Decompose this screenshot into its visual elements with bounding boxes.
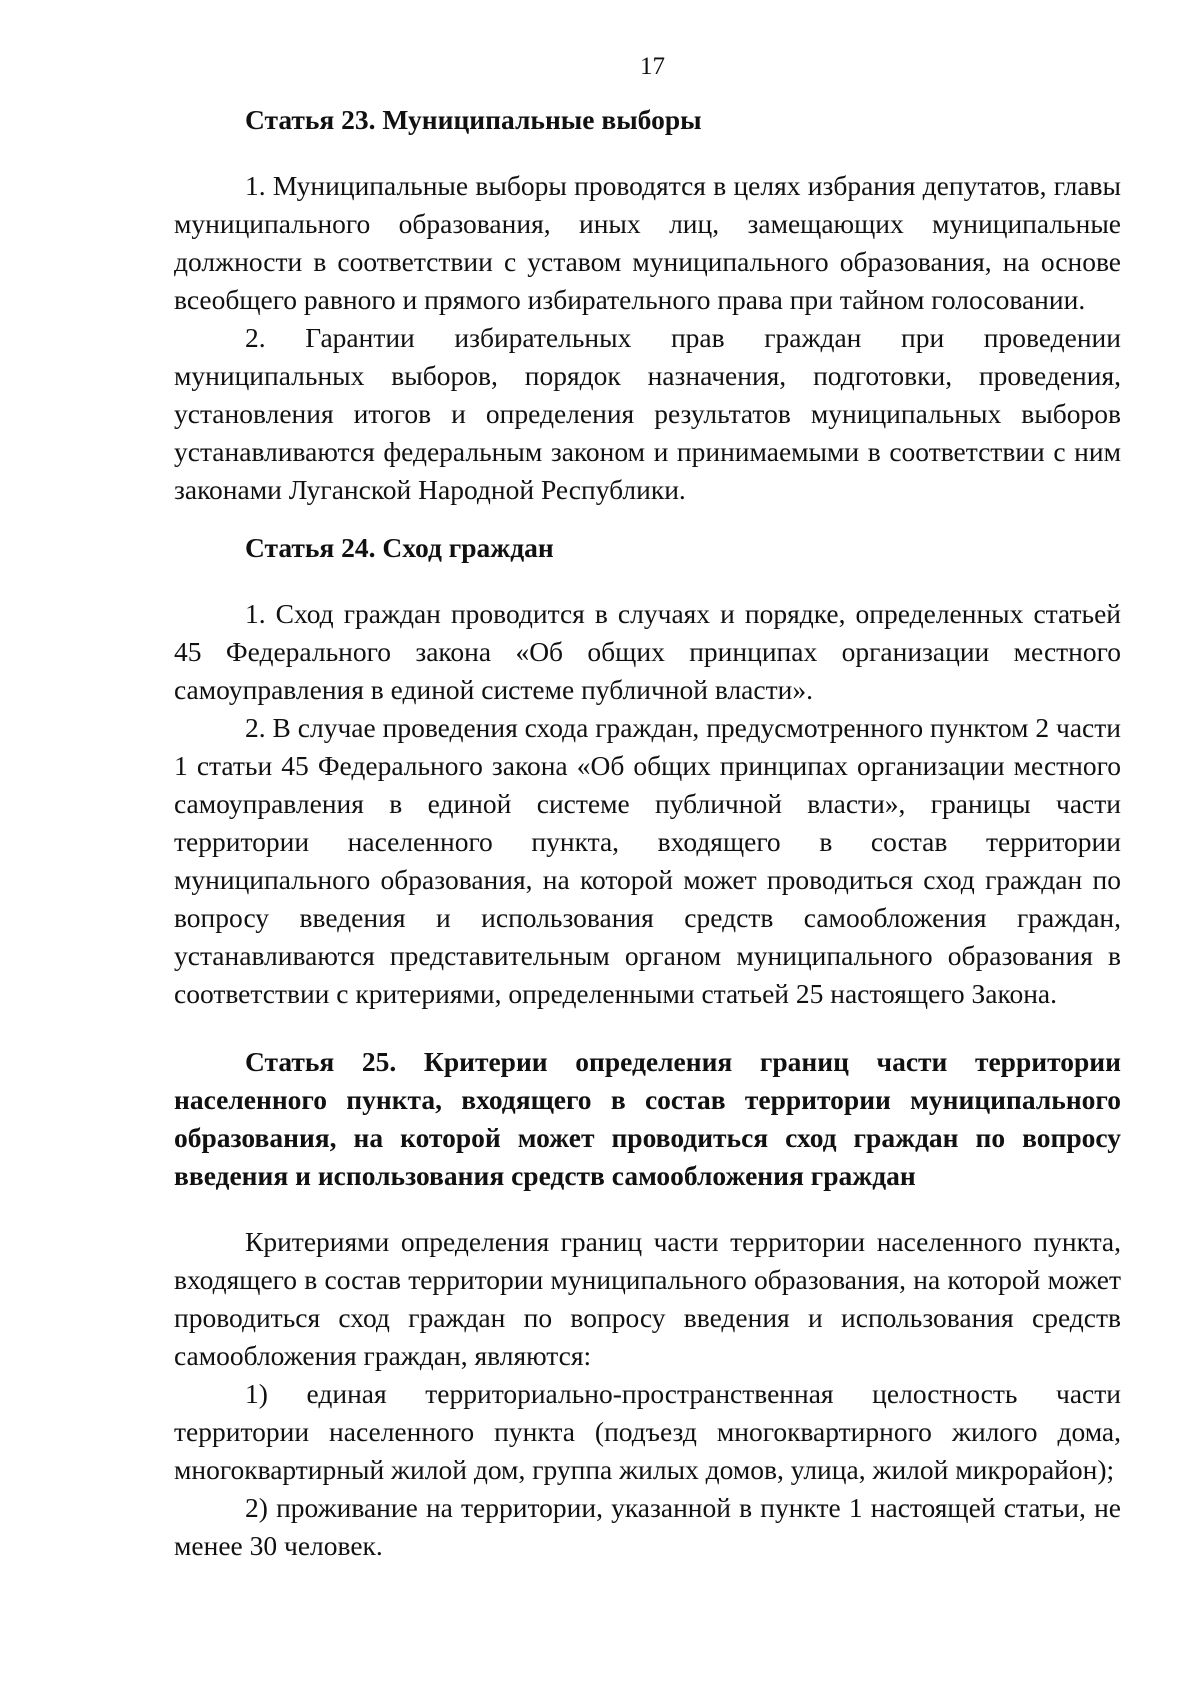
article-23-title: Статья 23. Муниципальные выборы [245, 104, 702, 135]
article-25-paragraph-intro: Критериями определения границ части территории населенного пункта, входящего в состав территории муниципального образования, на которой может проводиться сход граждан по вопросу введения и использования средств самообложения граждан, являются: [174, 1226, 1121, 1371]
article-25-paragraph-1: 1) единая территориально-пространственная целостность части территории населенного пункта (подъезд многоквартирного жилого дома, многоквартирный жилой дом, группа жилых домов, улица, жилой микрорайон); [174, 1378, 1121, 1485]
article-25-title: Статья 25. Критерии определения границ части территории населенного пункта, входящего в состав территории муниципального образования, на которой может проводиться сход граждан по вопросу введения и использования средств самообложения граждан [174, 1046, 1121, 1191]
article-25-paragraph-2: 2) проживание на территории, указанной в пункте 1 настоящей статьи, не менее 30 человек. [174, 1492, 1121, 1561]
article-24-title: Статья 24. Сход граждан [245, 532, 554, 563]
article-23-paragraph-2: 2. Гарантии избирательных прав граждан при проведении муниципальных выборов, порядок назначения, подготовки, проведения, установления итогов и определения результатов муниципальных выборов устанавливаются федеральным законом и принимаемыми в соответствии с ним законами Луганской Народной Республики. [174, 322, 1121, 505]
document-page [174, 52, 1121, 1565]
article-24-paragraph-2: 2. В случае проведения схода граждан, предусмотренного пунктом 2 части 1 статьи 45 Федерального закона «Об общих принципах организации местного самоуправления в единой системе публичной власти», границы части территории населенного пункта, входящего в состав территории муниципального образования, на которой может проводиться сход граждан по вопросу введения и использования средств самообложения граждан, устанавливаются представительным органом муниципального образования в соответствии с критериями, определенными статьей 25 настоящего Закона. [174, 712, 1121, 1009]
article-23-paragraph-1: 1. Муниципальные выборы проводятся в целях избрания депутатов, главы муниципального образования, иных лиц, замещающих муниципальные должности в соответствии с уставом муниципального образования, на основе всеобщего равного и прямого избирательного права при тайном голосовании. [174, 170, 1121, 315]
page-number: 17 [640, 53, 665, 80]
article-24-paragraph-1: 1. Сход граждан проводится в случаях и порядке, определенных статьей 45 Федерального закона «Об общих принципах организации местного самоуправления в единой системе публичной власти». [174, 598, 1121, 705]
